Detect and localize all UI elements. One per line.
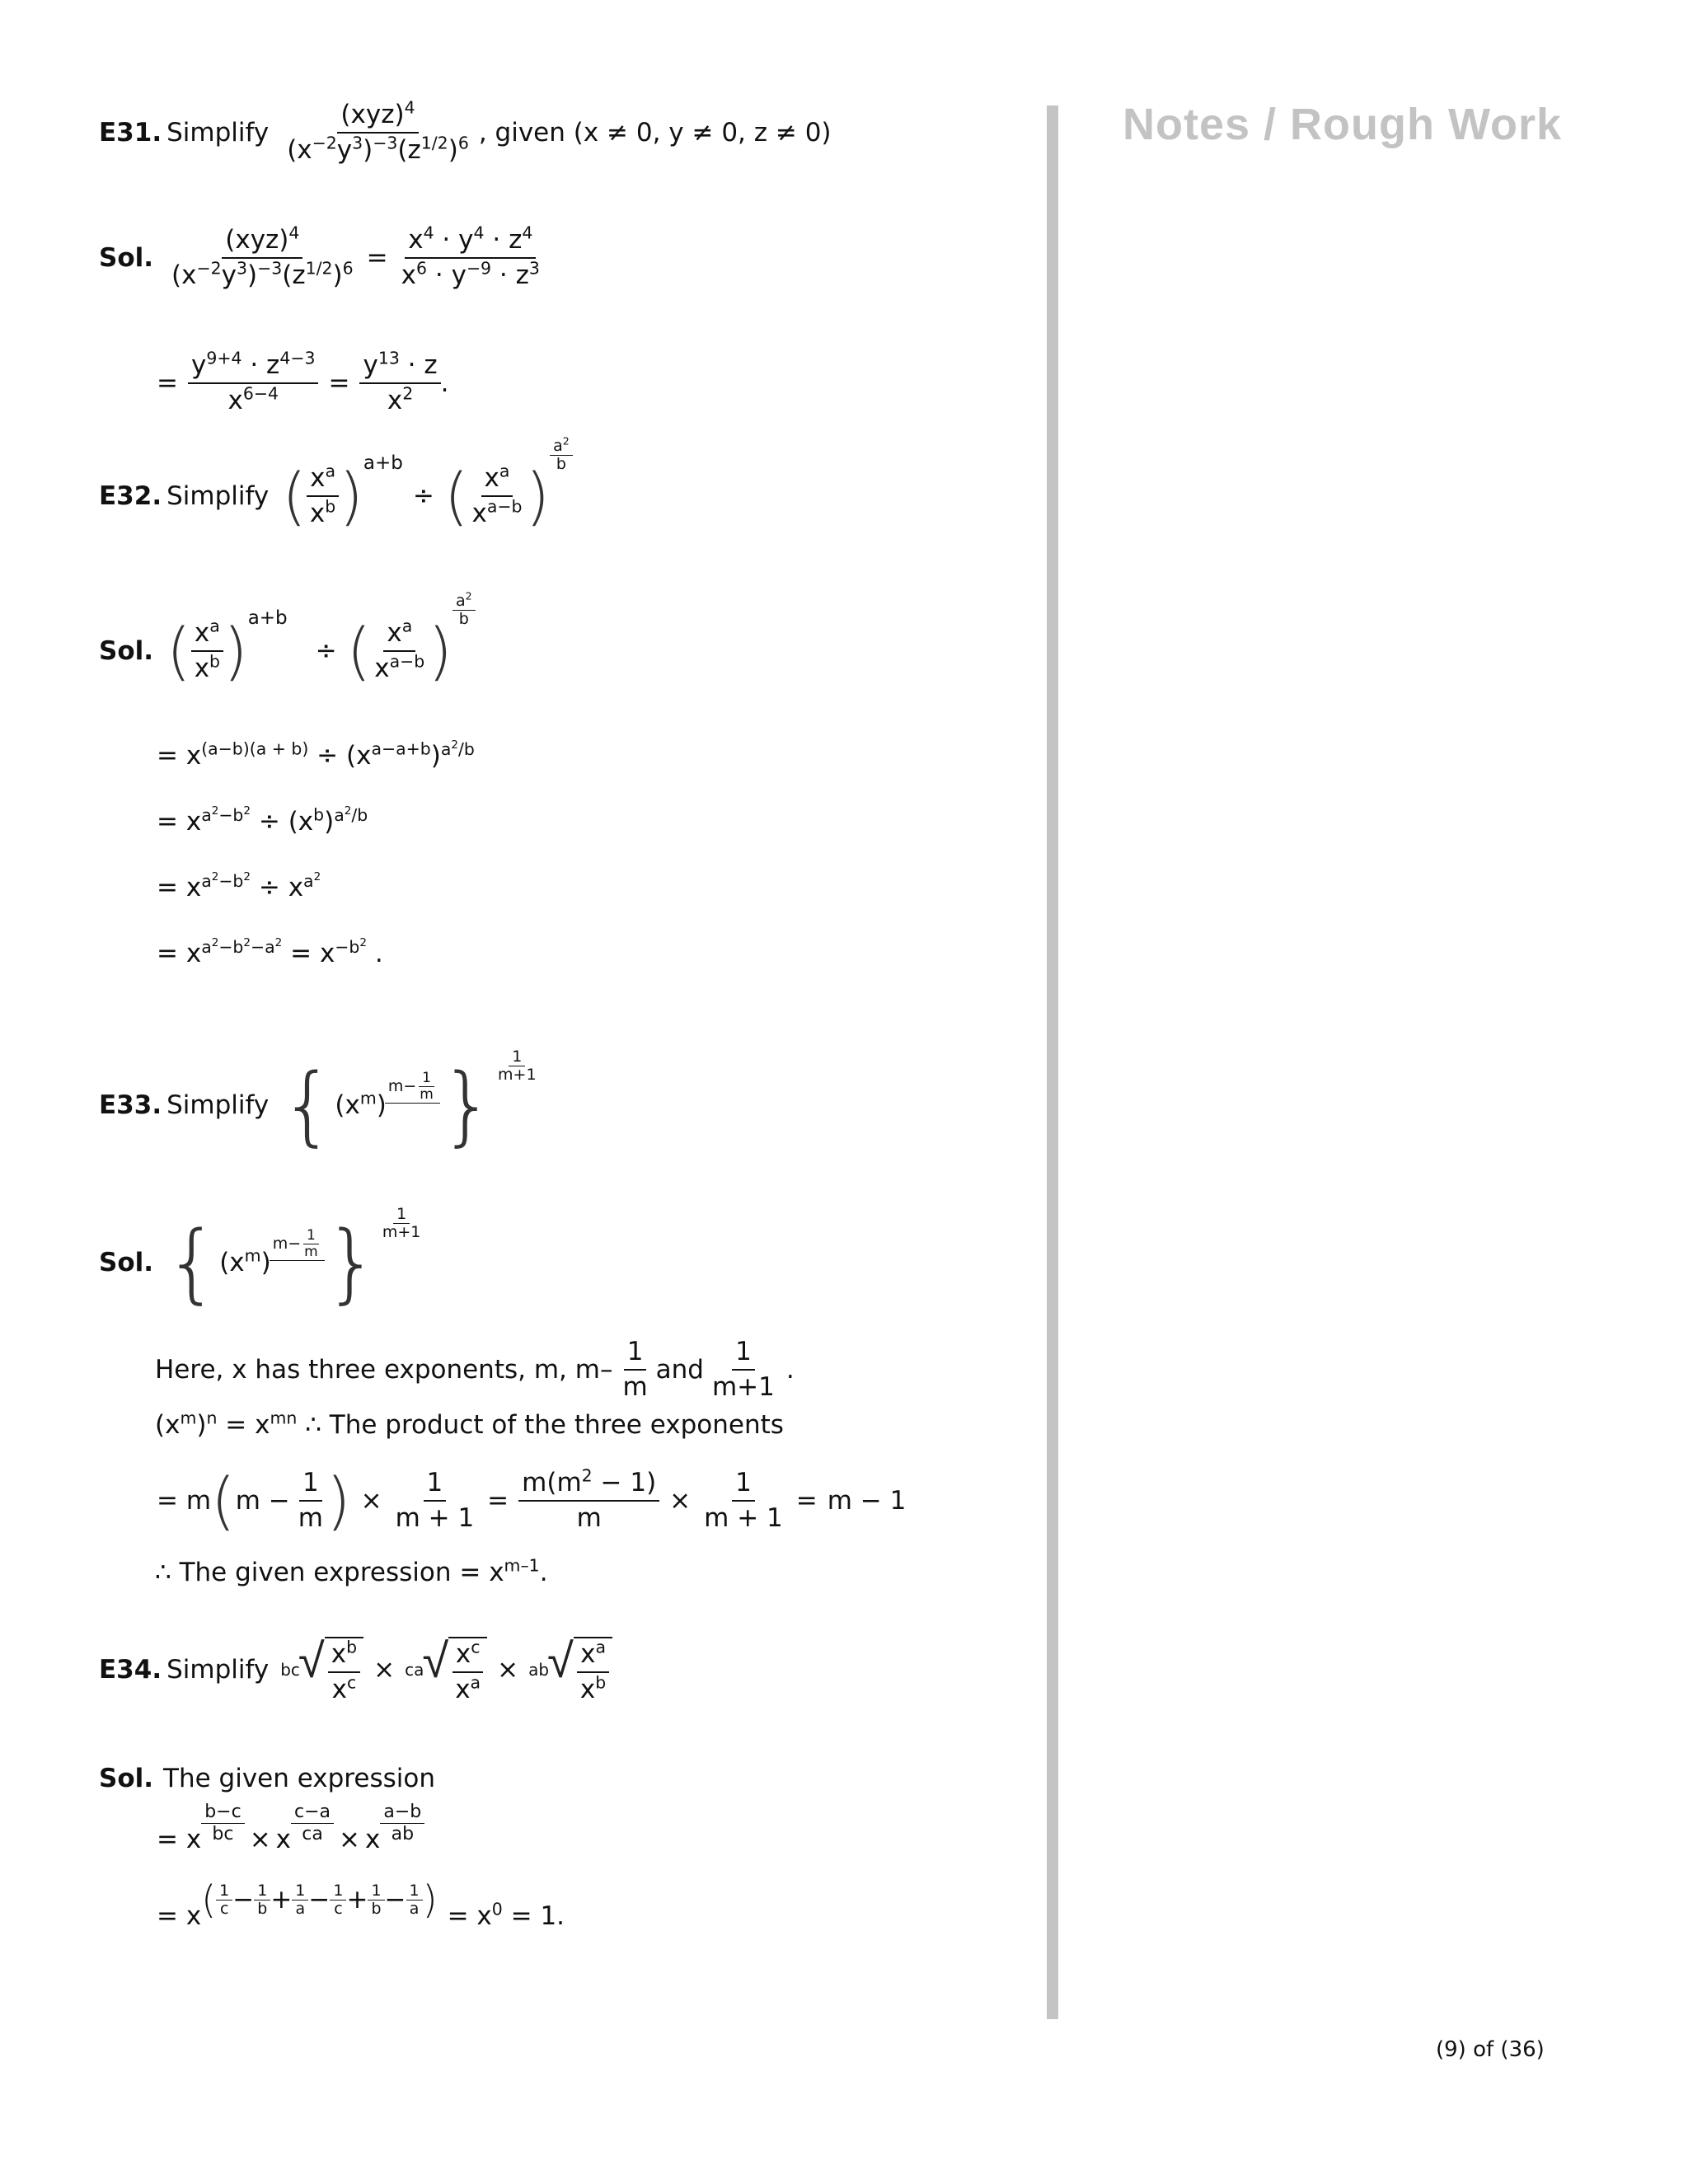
- e31-label: E31.: [99, 117, 162, 148]
- page-number: (9) of (36): [1436, 2037, 1545, 2062]
- e32-step1: = $x^{(a-b)(a + b)} \div (x^{a-a+b})^{a^2/b}$: [157, 738, 475, 771]
- e31-sol-fraction-3: $\frac{y^{9+4} \cdot z^{4-3}}{x^{6-4}}$: [188, 353, 318, 414]
- e33-result: [155, 1555, 548, 1587]
- e34-label: E34.: [99, 1654, 162, 1685]
- notes-title: Notes / Rough Work: [1123, 100, 1563, 149]
- e34-sol-label: Sol.: [99, 1764, 154, 1793]
- e34-result-text: = x: [447, 1900, 492, 1931]
- e34-simplify: Simplify: [166, 1654, 270, 1685]
- e33-exp-text: Here, x has three exponents, m, m–: [155, 1354, 613, 1385]
- e34-step2: = x ( $\frac{1}{c}$ − $\frac{1}{b}$ + $\frac{1}{a}$ − $\frac{1}{c}$ + $\frac{1}{b}$ − $\frac{1}{a}$ ) = $x^0 = 1$.: [157, 1877, 565, 1931]
- e34-result-tail: = 1.: [502, 1900, 565, 1931]
- e34-given-expression: The given expression: [163, 1764, 435, 1793]
- e33-product-line: = m ( m − $\frac{1}{m}$ ) × $\frac{1}{m + 1}$ = $\frac{m(m^2 - 1)}{m}$ × $\frac{1}{m + 1}$ = m − 1: [157, 1463, 907, 1537]
- e32-solution-line1: Sol. ( $\frac{x^a}{x^b}$ ) a+b ÷ ( $\frac{x^a}{x^{a-b}}$ ) $\frac{a^2}{b}$: [99, 621, 476, 682]
- e33-result-exponent: m–1: [504, 1555, 540, 1576]
- e32-step2: = $x^{a^2-b^2} \div (x^b)^{a^2/b}$: [157, 804, 368, 837]
- e33-result-period: .: [539, 1558, 548, 1587]
- notes-divider: [1047, 105, 1058, 2019]
- e31-sol-fraction: $\frac{(xyz)^4}{(x^{-2}y^3)^{-3}(z^{1/2})^6}$: [171, 223, 354, 290]
- e34-result: [447, 1899, 565, 1931]
- e32-sol-label: Sol.: [99, 635, 154, 666]
- e34-question: E34. Simplify bc √ $\frac{x^b}{x^c}$ × ca √ $\frac{x^c}{x^a}$ × ab √ $\frac{x^a}{x^b}$: [99, 1637, 612, 1703]
- e31-sol-fraction-4: $\frac{y^{13} \cdot z}{x^2}$: [359, 353, 440, 414]
- e31-sol-label: Sol.: [99, 242, 154, 273]
- e31-sol-fraction-2: $\frac{x^4 \cdot y^4 \cdot z^4}{x^6 \cdot y^{-9} \cdot z^3}$: [401, 223, 540, 290]
- e33-rule-line: $(x^m)^n = x^{mn}$ ∴ The product of the three exponents: [155, 1408, 784, 1440]
- e33-rule: The product of the three exponents: [329, 1410, 784, 1440]
- e31-simplify: Simplify: [166, 117, 270, 148]
- e32-step4: = $x^{a^2-b^2-a^2} = x^{-b^2}$ .: [157, 935, 383, 968]
- e33-solution-line1: Sol. { $(x^m)$ m− $\frac{1}{m}$ } $\frac{1}{m+1}$: [99, 1205, 421, 1313]
- e32-question: E32. Simplify ( $\frac{x^a}{x^b}$ ) a+b ÷ ( $\frac{x^a}{x^{a-b}}$ ) $\frac{a^2}{b}$: [99, 466, 573, 527]
- e34-step1: = x $\frac{b-c}{bc}$ × x $\frac{c-a}{ca}$ × x $\frac{a-b}{ab}$: [157, 1820, 424, 1860]
- e31-solution-line2: = $\frac{y^{9+4} \cdot z^{4-3}}{x^{6-4}}$ = $\frac{y^{13} \cdot z}{x^2}$ .: [157, 348, 449, 415]
- e33-simplify: Simplify: [166, 1090, 270, 1121]
- e33-sol-label: Sol.: [99, 1248, 154, 1278]
- e33-result-text: ∴ The given expression = x: [155, 1558, 504, 1587]
- e32-step3: = $x^{a^2-b^2} \div x^{a^2}$: [157, 869, 321, 902]
- e33-question: E33. Simplify { $(x^m)$ m− $\frac{1}{m}$ } $\frac{1}{m+1}$: [99, 1047, 537, 1155]
- e31-given: , given (x ≠ 0, y ≠ 0, z ≠ 0): [478, 117, 832, 148]
- e33-exponents-line: Here, x has three exponents, m, m– $\frac{1}{m}$ and $\frac{1}{m+1}$ .: [155, 1337, 795, 1402]
- e33-and: and: [655, 1354, 704, 1385]
- e34-solution-line1: [99, 1766, 435, 1792]
- e32-label: E32.: [99, 480, 162, 511]
- e34-result-exponent: 0: [491, 1899, 503, 1919]
- e31-question: [99, 97, 832, 165]
- e33-label: E33.: [99, 1090, 162, 1121]
- e31-solution-line1: Sol. $\frac{(xyz)^4}{(x^{-2}y^3)^{-3}(z^{1/2})^6}$ = $\frac{x^4 \cdot y^4 \cdot z^4}{x^6 \cdot y^{-9} \cdot z^3}$: [99, 227, 543, 288]
- e31-question-fraction: $\frac{(xyz)^4}{(x^{-2}y^3)^{-3}(z^{1/2})^6}$: [287, 97, 469, 165]
- e32-simplify: Simplify: [166, 480, 270, 511]
